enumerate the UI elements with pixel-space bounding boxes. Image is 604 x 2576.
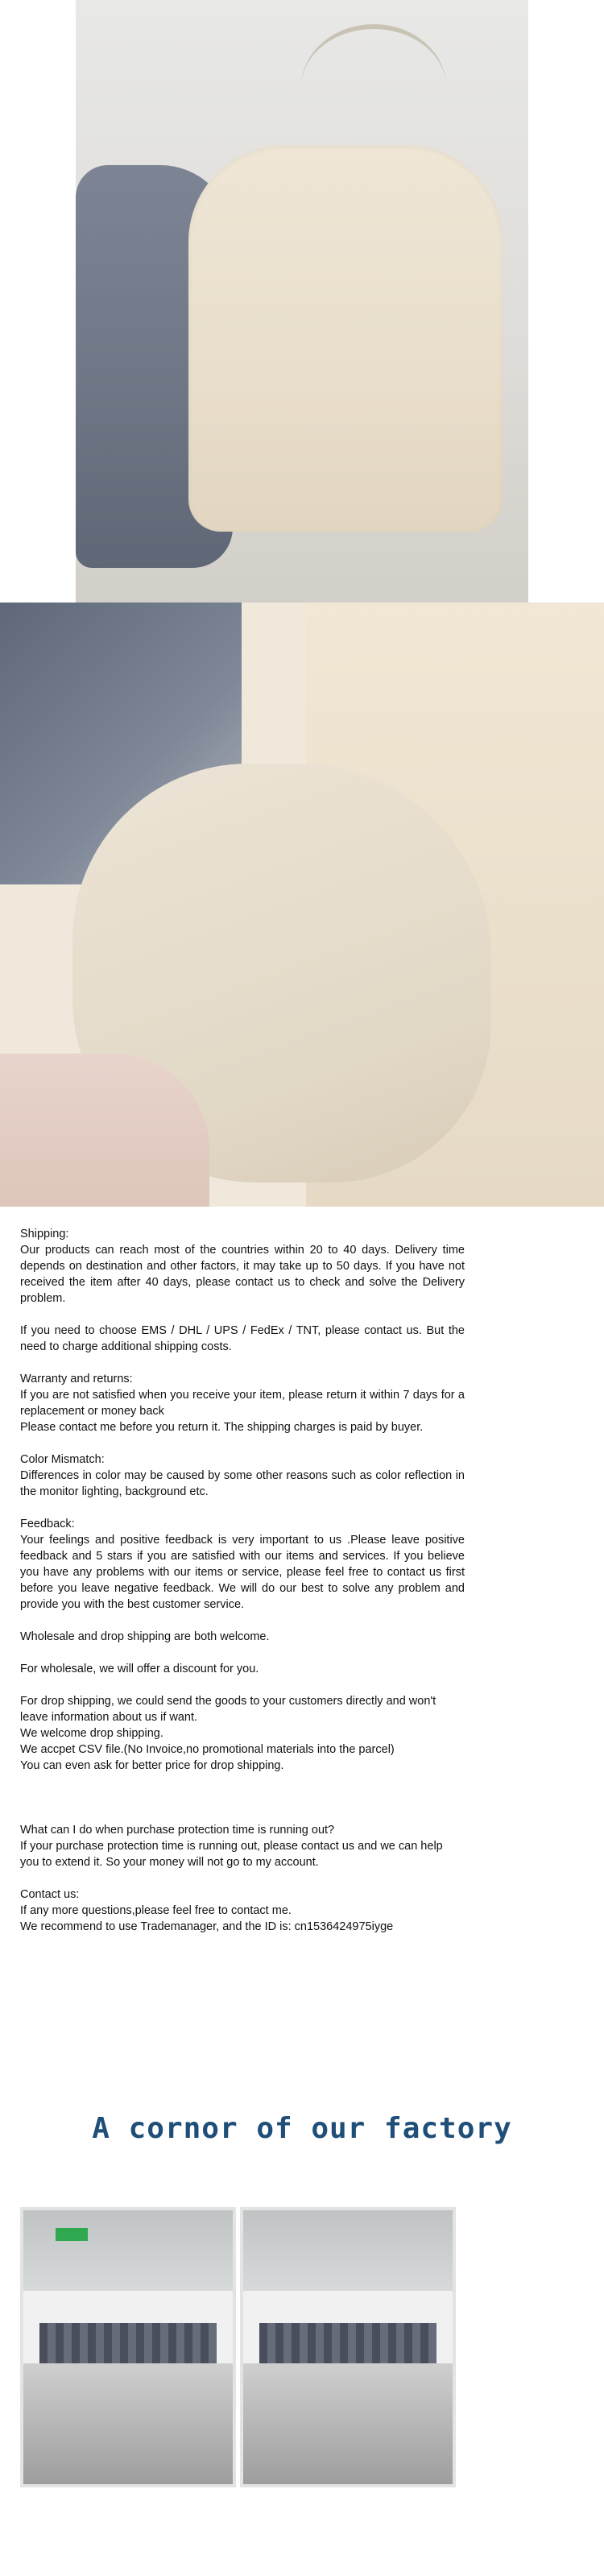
- shipping-body: Our products can reach most of the countries within 20 to 40 days. Delivery time depends on destination and other factors, it may take up to 50 days. If you have not received the item after 40 days, please contact us to check and solve the Delivery problem.: [20, 1244, 465, 1305]
- contact-section: [20, 1886, 465, 1935]
- contact-line1: If any more questions,please feel free to contact me.: [20, 1904, 292, 1917]
- product-photo-blouses: [76, 0, 528, 603]
- factory-photo-left: [20, 2207, 236, 2487]
- product-photo-sleeve-closeup: [0, 603, 604, 1207]
- shipping-note: If you need to choose EMS / DHL / UPS / FedEx / TNT, please contact us. But the need to charge additional shipping costs.: [20, 1324, 465, 1353]
- protection-heading: What can I do when purchase protection time is running out?: [20, 1824, 335, 1837]
- shipping-section: [20, 1226, 465, 1307]
- warranty-line1: If you are not satisfied when you receive your item, please return it within 7 days for a replacement or money back: [20, 1389, 465, 1418]
- discount-text: For wholesale, we will offer a discount for you.: [20, 1663, 259, 1675]
- drop-line4: You can even ask for better price for drop shipping.: [20, 1759, 284, 1772]
- drop-shipping-section: [20, 1693, 465, 1774]
- color-body: Differences in color may be caused by some other reasons such as color reflection in the monitor lighting, background etc.: [20, 1469, 465, 1498]
- factory-floor-graphic: [243, 2363, 453, 2484]
- feedback-section: [20, 1516, 465, 1613]
- warranty-line2: Please contact me before you return it. The shipping charges is paid by buyer.: [20, 1421, 424, 1434]
- store-policy-text: [20, 1226, 465, 1951]
- factory-ceiling-graphic: [243, 2210, 453, 2291]
- drop-line3: We accpet CSV file.(No Invoice,no promotional materials into the parcel): [20, 1743, 395, 1756]
- color-heading: Color Mismatch:: [20, 1453, 105, 1466]
- wholesale-text: Wholesale and drop shipping are both welcome.: [20, 1630, 270, 1643]
- cream-blouse-graphic: [188, 145, 503, 532]
- protection-section: [20, 1822, 465, 1870]
- feedback-heading: Feedback:: [20, 1518, 75, 1530]
- shipping-heading: Shipping:: [20, 1228, 69, 1240]
- color-section: [20, 1452, 465, 1500]
- contact-heading: Contact us:: [20, 1888, 80, 1901]
- protection-body: If your purchase protection time is running out, please contact us and we can help you to extend it. So your money will not go to my account.: [20, 1840, 443, 1869]
- drop-line2: We welcome drop shipping.: [20, 1727, 163, 1740]
- factory-photo-right: [240, 2207, 456, 2487]
- factory-title: A cornor of our factory: [92, 2112, 512, 2145]
- warranty-section: [20, 1371, 465, 1435]
- hanger-graphic: [301, 24, 446, 150]
- factory-ceiling-graphic: [23, 2210, 233, 2291]
- exit-sign-graphic: [56, 2228, 88, 2241]
- feedback-body: Your feelings and positive feedback is very important to us .Please leave positive feedback and 5 stars if you are satisfied with our items and services. If you believe you have any problems with our items or service, please feel free to contact us first before you leave negative feedback. We will do our best to solve any problem and provide you with the best customer service.: [20, 1534, 465, 1611]
- factory-floor-graphic: [23, 2363, 233, 2484]
- drop-line1: For drop shipping, we could send the goods to your customers directly and won't leave information about us if want.: [20, 1695, 436, 1724]
- contact-line2: We recommend to use Trademanager, and the ID is: cn1536424975iyge: [20, 1920, 394, 1933]
- spacer: [20, 1790, 465, 1822]
- warranty-heading: Warranty and returns:: [20, 1373, 133, 1385]
